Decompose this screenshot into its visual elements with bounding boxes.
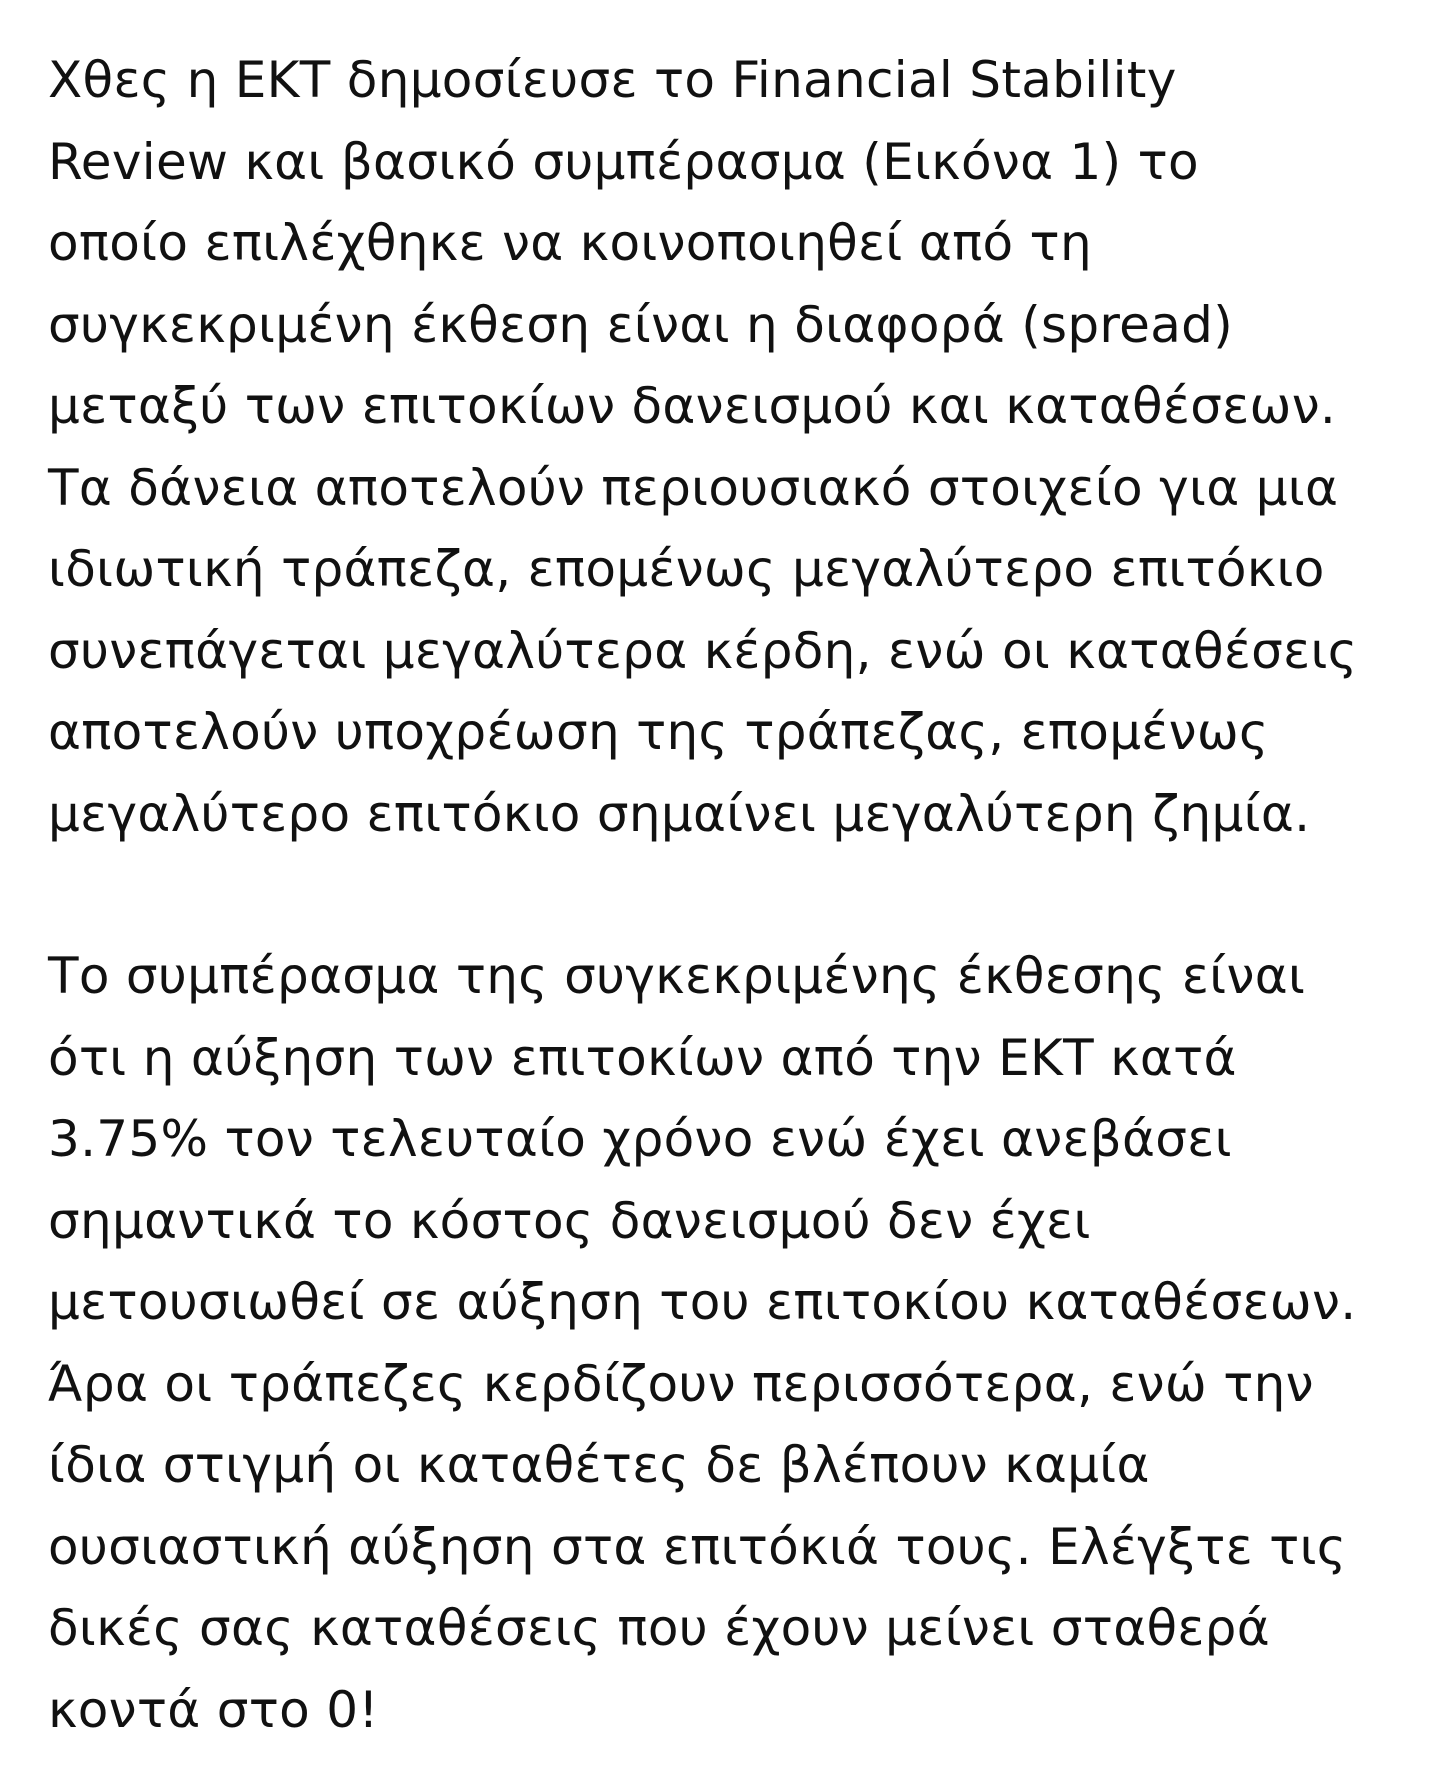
text-line: κοντά στο 0! (48, 1680, 379, 1739)
text-line: Άρα οι τράπεζες κερδίζουν περισσότερα, ενώ την (48, 1354, 1314, 1413)
paragraph-ecb-report-summary (48, 40, 1400, 855)
text-line: ιδιωτική τράπεζα, επομένως μεγαλύτερο επιτόκιο (48, 540, 1325, 598)
text-line: Τα δάνεια αποτελούν περιουσιακό στοιχείο για μια (48, 458, 1339, 517)
text-line: Review και βασικό συμπέρασμα (Εικόνα 1) το (48, 132, 1199, 191)
text-line: μεγαλύτερο επιτόκιο σημαίνει μεγαλύτερη ζημία. (48, 784, 1311, 843)
text-line: δικές σας καταθέσεις που έχουν μείνει σταθερά (48, 1599, 1270, 1657)
text-line: ουσιαστική αύξηση στα επιτόκιά τους. Ελέγξτε τις (48, 1517, 1347, 1576)
paragraph-report-conclusion (48, 936, 1400, 1751)
text-line: ίδια στιγμή οι καταθέτες δε βλέπουν καμία (48, 1436, 1150, 1494)
text-line: μετουσιωθεί σε αύξηση του επιτοκίου καταθέσεων. (48, 1273, 1357, 1331)
text-line: συγκεκριμένη έκθεση είναι η διαφορά (spread) (48, 295, 1234, 354)
text-line: συνεπάγεται μεγαλύτερα κέρδη, ενώ οι καταθέσεις (48, 621, 1358, 680)
paragraph-spacer (48, 855, 1400, 936)
text-line: αποτελούν υποχρέωση της τράπεζας, επομένως (48, 703, 1269, 761)
text-line: Χθες η ΕΚΤ δημοσίευσε το Financial Stability (48, 51, 1177, 109)
text-line: ότι η αύξηση των επιτοκίων από την ΕΚΤ κατά (48, 1028, 1237, 1087)
text-line: σημαντικά το κόστος δανεισμού δεν έχει (48, 1191, 1091, 1250)
text-line: Το συμπέρασμα της συγκεκριμένης έκθεσης είναι (48, 947, 1306, 1005)
text-line: μεταξύ των επιτοκίων δανεισμού και καταθέσεων. (48, 377, 1337, 435)
text-line: 3.75% τον τελευταίο χρόνο ενώ έχει ανεβάσει (48, 1110, 1232, 1168)
text-line: οποίο επιλέχθηκε να κοινοποιηθεί από τη (48, 214, 1092, 272)
